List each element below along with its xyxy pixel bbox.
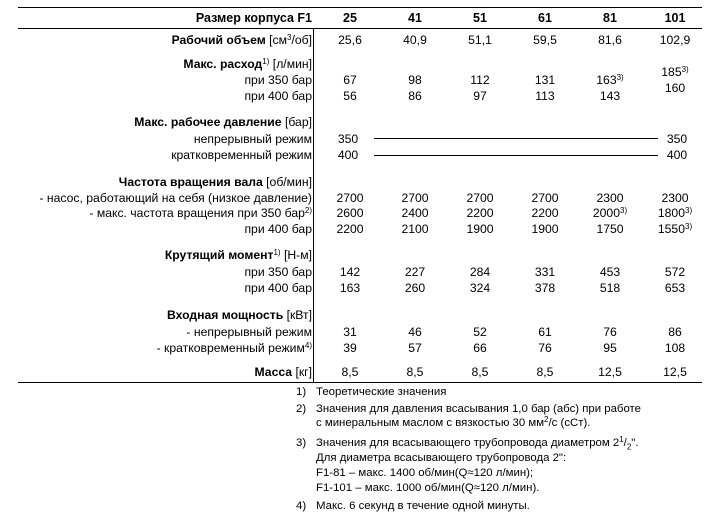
displacement-value: 40,9 bbox=[403, 33, 427, 47]
pressure-label: Макс. рабочее давление [бар] bbox=[134, 115, 312, 129]
flow-400-label: при 400 бар bbox=[244, 89, 312, 103]
mass-value: 8,5 bbox=[406, 365, 424, 379]
torque-400-value: 324 bbox=[469, 281, 491, 295]
power-intermittent-value: 66 bbox=[473, 341, 487, 355]
flow-400-value: 160 bbox=[664, 81, 686, 95]
pressure-continuous-last: 350 bbox=[666, 132, 688, 146]
header-size-81: 81 bbox=[603, 11, 617, 25]
power-continuous-value: 76 bbox=[603, 325, 617, 339]
mass-value: 8,5 bbox=[341, 365, 359, 379]
footnote-1-mark: 1) bbox=[296, 386, 307, 398]
speed-max350-value: 2400 bbox=[401, 206, 429, 220]
torque-400-value: 163 bbox=[339, 281, 361, 295]
speed-max350-value: 2600 bbox=[336, 206, 364, 220]
mass-value: 8,5 bbox=[536, 365, 554, 379]
pressure-continuous-line bbox=[374, 138, 658, 139]
footnote-2-mark: 2) bbox=[296, 403, 307, 415]
speed-400-value: 2200 bbox=[336, 222, 364, 236]
flow-350-value: 67 bbox=[343, 73, 357, 87]
flow-400-value: 97 bbox=[473, 89, 487, 103]
footnote-1-text: Теоретические значения bbox=[316, 386, 447, 398]
footnote-3-line2: Для диаметра всасывающего трубопровода 2": bbox=[316, 452, 567, 464]
footnote-2-line1: Значения для давления всасывания 1,0 бар (абс) при работе bbox=[316, 403, 641, 415]
displacement-value: 81,6 bbox=[598, 33, 622, 47]
table-bottom-rule bbox=[18, 382, 702, 383]
header-bottom-rule bbox=[18, 28, 702, 29]
torque-label: Крутящий момент$^{1)}$ [Н-м] bbox=[164, 248, 312, 262]
footnote-3-line3: F1-81 – макс. 1400 об/мин(Q≈120 л/мин); bbox=[316, 467, 534, 479]
mass-value: 12,5 bbox=[598, 365, 622, 379]
power-continuous-value: 86 bbox=[668, 325, 682, 339]
mass-value: 8,5 bbox=[471, 365, 489, 379]
torque-350-value: 572 bbox=[664, 265, 686, 279]
pressure-intermittent-last: 400 bbox=[666, 148, 688, 162]
flow-350-value: 163$^{3)}$ bbox=[596, 73, 624, 87]
speed-label: Частота вращения вала [об/мин] bbox=[118, 175, 312, 189]
speed-max350-value: 2000$^{3)}$ bbox=[592, 206, 628, 220]
speed-selfprime-value: 2300 bbox=[661, 191, 689, 205]
pressure-continuous-first: 350 bbox=[337, 132, 359, 146]
footnote-3-line1: Значения для всасывающего трубопровода диаметром $2^1/_2$". bbox=[316, 435, 639, 452]
header-size-51: 51 bbox=[473, 11, 487, 25]
header-size-41: 41 bbox=[408, 11, 422, 25]
pressure-intermittent-label: кратковременный режим bbox=[171, 148, 312, 162]
header-label: Размер корпуса F1 bbox=[195, 11, 312, 25]
pressure-continuous-label: непрерывный режим bbox=[193, 132, 312, 146]
speed-400-value: 1900 bbox=[531, 222, 559, 236]
torque-400-value: 378 bbox=[534, 281, 556, 295]
speed-selfprime-value: 2700 bbox=[531, 191, 559, 205]
power-continuous-value: 52 bbox=[473, 325, 487, 339]
power-intermittent-label: - кратковременный режим$^{4)}$ bbox=[156, 341, 312, 355]
torque-400-value: 653 bbox=[664, 281, 686, 295]
flow-400-value: 86 bbox=[408, 89, 422, 103]
torque-350-value: 331 bbox=[534, 265, 556, 279]
speed-400-value: 2100 bbox=[401, 222, 429, 236]
power-intermittent-value: 108 bbox=[664, 341, 686, 355]
footnote-3-line4: F1-101 – макс. 1000 об/мин(Q≈120 л/мин). bbox=[316, 482, 540, 494]
flow-350-value: 131 bbox=[534, 73, 556, 87]
header-size-61: 61 bbox=[538, 11, 552, 25]
power-continuous-value: 46 bbox=[408, 325, 422, 339]
speed-selfprime-label: - насос, работающий на себя (низкое давление) bbox=[39, 191, 312, 205]
torque-350-value: 284 bbox=[469, 265, 491, 279]
power-intermittent-value: 57 bbox=[408, 341, 422, 355]
torque-350-value: 227 bbox=[404, 265, 426, 279]
flow-400-value: 56 bbox=[343, 89, 357, 103]
flow-350-label: при 350 бар bbox=[244, 73, 312, 87]
speed-selfprime-value: 2300 bbox=[596, 191, 624, 205]
speed-selfprime-value: 2700 bbox=[336, 191, 364, 205]
power-intermittent-value: 95 bbox=[603, 341, 617, 355]
speed-400-value: 1750 bbox=[596, 222, 624, 236]
speed-400-value: 1550$^{3)}$ bbox=[657, 222, 693, 236]
flow-350-value: 112 bbox=[470, 73, 490, 87]
mass-label: Масса [кг] bbox=[254, 365, 312, 379]
displacement-value: 51,1 bbox=[468, 33, 492, 47]
displacement-value: 25,6 bbox=[338, 33, 362, 47]
mass-value: 12,5 bbox=[663, 365, 687, 379]
torque-400-label: при 400 бар bbox=[244, 281, 312, 295]
column-divider-rule bbox=[313, 28, 314, 382]
speed-400-label: при 400 бар bbox=[244, 222, 312, 236]
torque-400-value: 518 bbox=[599, 281, 621, 295]
footnote-3-mark: 3) bbox=[296, 437, 307, 449]
power-continuous-value: 61 bbox=[538, 325, 552, 339]
speed-max350-value: 2200 bbox=[466, 206, 494, 220]
speed-400-value: 1900 bbox=[466, 222, 494, 236]
header-size-101: 101 bbox=[664, 11, 686, 25]
torque-350-value: 453 bbox=[599, 265, 621, 279]
power-intermittent-value: 76 bbox=[538, 341, 552, 355]
power-label: Входная мощность [кВт] bbox=[166, 308, 312, 322]
pressure-intermittent-line bbox=[374, 155, 658, 156]
power-continuous-value: 31 bbox=[343, 325, 357, 339]
pressure-intermittent-first: 400 bbox=[337, 148, 359, 162]
speed-selfprime-value: 2700 bbox=[466, 191, 494, 205]
footnote-2-line2: с минеральным маслом с вязкостью 30 $мм^2/с$ (сСт). bbox=[316, 415, 591, 429]
torque-400-value: 260 bbox=[404, 281, 426, 295]
torque-350-value: 142 bbox=[339, 265, 361, 279]
flow-label: Макс. расход$^{1)}$ [л/мин] bbox=[183, 57, 312, 71]
power-continuous-label: - непрерывный режим bbox=[186, 325, 312, 339]
torque-350-label: при 350 бар bbox=[244, 265, 312, 279]
speed-max350-label: - макс. частота вращения при 350 бар$^{2)}$ bbox=[89, 206, 312, 220]
flow-350-value: 98 bbox=[408, 73, 422, 87]
footnote-4-text: Макс. 6 секунд в течение одной минуты. bbox=[316, 500, 530, 512]
power-intermittent-value: 39 bbox=[343, 341, 357, 355]
footnote-4-mark: 4) bbox=[296, 500, 307, 512]
speed-max350-value: 1800$^{3)}$ bbox=[657, 206, 693, 220]
flow-350-value: 185$^{3)}$ bbox=[661, 65, 689, 79]
displacement-value: 102,9 bbox=[659, 33, 691, 47]
displacement-value: 59,5 bbox=[533, 33, 557, 47]
flow-400-value: 143 bbox=[599, 89, 621, 103]
speed-max350-value: 2200 bbox=[531, 206, 559, 220]
header-size-25: 25 bbox=[343, 11, 357, 25]
speed-selfprime-value: 2700 bbox=[401, 191, 429, 205]
header-top-rule bbox=[18, 7, 702, 8]
displacement-label: Рабочий объем $[см^3/об]$ bbox=[171, 33, 312, 47]
flow-400-value: 113 bbox=[535, 89, 555, 103]
